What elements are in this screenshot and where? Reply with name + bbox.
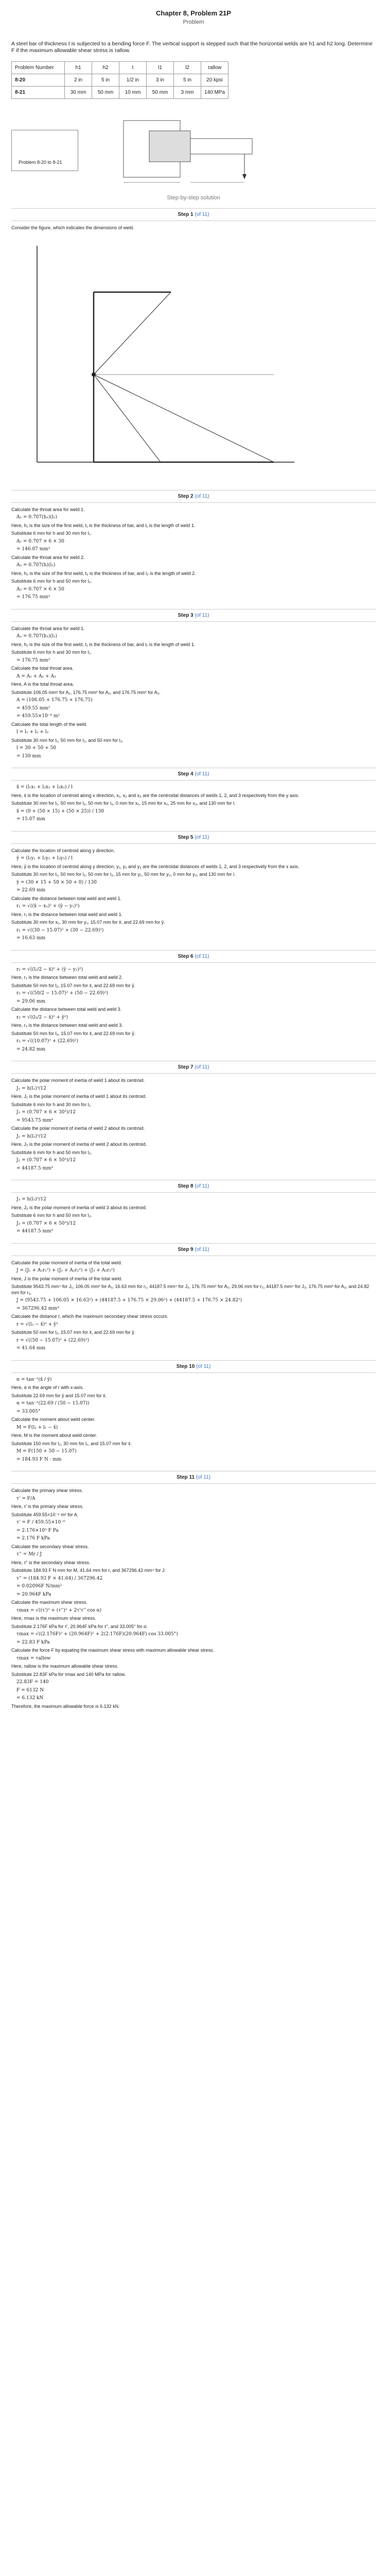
step-text: Substitute 9543.75 mm⁴ for J₁, 106.05 mm² for A₁, 16.63 mm for r₁, 44187.5 mm⁴ for J₂, 176.75 mm² for A₂, 29.06 mm for r₂, 44187.5 mm⁴ for J₃, 176.75 mm² for A₃, and 24.82 mm for r₃. [11, 1284, 370, 1295]
step-equation: = 22.69 mm [16, 888, 46, 893]
step-equation: A = A₁ + A₂ + A₃ [16, 673, 56, 679]
step-text: Substitute 50 mm for l₂, 15.07 mm for x̄, and 22.69 mm for ȳ. [11, 1330, 136, 1335]
step-text: Calculate the polar moment of inertia of weld 1 about its centroid. [11, 1078, 145, 1083]
step-equation: r = √(l₂ − x̄)² + ȳ² [16, 1321, 58, 1327]
step-text: Here, A is the total throat area. [11, 682, 74, 687]
step-equation: J = (J₁ + A₁r₁²) + (J₂ + A₂r₂²) + (J₃ + A₃r₃²) [16, 1268, 115, 1273]
step-content [11, 503, 376, 602]
step-text: Substitute 30 mm for l₁, 50 mm for l₂, 50 mm for l₃, 0 mm for x₁, 15 mm for x₂, 25 mm for x₃, and 130 mm for l. [11, 801, 236, 806]
step-text: Substitute 6 mm for h and 50 mm for l₂. [11, 1149, 92, 1155]
table-header-row [12, 62, 228, 74]
step-equation: = 44187.5 mm⁴ [16, 1229, 54, 1234]
step-text: Substitute 6 mm for h and 30 mm for l₁. [11, 531, 92, 536]
step-equation: M = F(150 + 50 − 15.07) [16, 1449, 77, 1454]
step-text: Here, h₁ is the size of the first weld, t₁ is the thickness of bar, and l₁ is the length of weld 1. [11, 522, 196, 528]
table-cell: 3 in [147, 74, 174, 87]
step-content [11, 221, 376, 483]
step-equation: = 176.75 mm² [16, 657, 50, 663]
table-cell: 8-21 [12, 87, 65, 99]
step-text: Here, h₂ is the size of the first weld, t₂ is the thickness of bar, and l₂ is the length of weld 2. [11, 570, 196, 576]
step-equation: r₂ = √((l₂/2 − x̄)² + (ȳ − y₂)²) [16, 967, 83, 972]
step-text: Here, τallow is the maximum allowable shear stress. [11, 1664, 119, 1669]
table-header: τallow [201, 62, 228, 74]
step-text: Here, r₃ is the distance between total weld and weld 3. [11, 1023, 123, 1028]
step-equation: A₁ = 0.707(h₁)(l₁) [16, 515, 58, 520]
step-text: Calculate the polar moment of inertia of weld 2 about its centroid. [11, 1126, 145, 1131]
table-cell: 20 kpsi [201, 74, 228, 87]
step-equation: ȳ = (30 × 15 + 50 × 50 + 0) / 130 [16, 879, 97, 885]
step-equation: = 22.83 F kPa [16, 1639, 50, 1645]
step-equation: = 15.07 mm [16, 817, 46, 822]
step-equation: = 146.07 mm² [16, 547, 50, 552]
step-text: Substitute 30 mm for x₁, 30 mm for y₁, 15.07 mm for x̄, and 22.69 mm for ȳ. [11, 920, 165, 925]
step-text: Substitute 2.176F kPa for τ', 20.964F kPa for τ'', and 33.005° for α. [11, 1623, 148, 1629]
step-text: Here, r₂ is the distance between total weld and weld 2. [11, 975, 123, 980]
step-count: (of 11) [195, 612, 209, 618]
weld-geometry-diagram [16, 235, 305, 483]
step-text: Calculate the total throat area. [11, 666, 74, 671]
centroid-point [92, 372, 96, 377]
step-header [0, 1361, 387, 1369]
step-text: Consider the figure, which indicates the dimensions of weld. [11, 225, 134, 230]
step-equation: A₂ = 0.707 × 6 × 50 [16, 586, 64, 592]
step-equation: = 24.82 mm [16, 1046, 46, 1052]
step-equation: = 44187.5 mm⁴ [16, 1165, 54, 1171]
step-equation: x̄ = (0 + (50 × 15) + (50 × 25)) / 130 [16, 808, 104, 814]
step-label: Step 2 [178, 493, 195, 499]
step-count: (of 11) [195, 1183, 209, 1189]
step-text: Substitute 184.93 F N·mm for M, 41.64 mm for r, and 367296.42 mm⁴ for J. [11, 1568, 166, 1573]
step-content [11, 844, 376, 943]
step-header [0, 832, 387, 840]
step-text: Substitute 22.83F kPa for τmax and 140 MPa for τallow. [11, 1671, 126, 1677]
step-equation: τmax = τallow [16, 1655, 51, 1661]
step-text: Substitute 30 mm for l₁, 50 mm for l₂, 50 mm for l₃, 15 mm for y₁, 50 mm for y₂, 0 mm for y₃, and 130 mm for l. [11, 872, 236, 877]
step-header [0, 768, 387, 777]
step-text: Substitute 6 mm for h and 30 mm for l₁. [11, 650, 92, 655]
step-equation: A₁ = 0.707(h₁)(l₁) [16, 634, 58, 639]
step-equation: r₁ = √((x̄ − x₁)² + (ȳ − y₁)²) [16, 904, 80, 909]
step-text: Calculate the throat area for weld 1. [11, 506, 85, 512]
step-label: Step 3 [178, 612, 195, 618]
step-equation: J₁ = h(l₁)³/12 [16, 1086, 46, 1091]
step-equation: = 9543.75 mm⁴ [16, 1117, 54, 1123]
step-text: Calculate the secondary shear stress. [11, 1544, 89, 1549]
step-equation: 22.83F = 140 [16, 1680, 49, 1685]
table-cell: 10 mm [119, 87, 147, 99]
step-equation: x̄ = (l₁x₁ + l₂x₂ + l₃x₃) / l [16, 785, 73, 790]
figure-thumbnail [11, 130, 78, 171]
step-text: Here, M is the moment about weld center. [11, 1433, 97, 1438]
step-label: Step 7 [178, 1064, 195, 1070]
step-text: Calculate the total length of the weld. [11, 721, 87, 727]
chapter-title: Chapter 8, Problem 21P [156, 9, 231, 17]
step-equation: F = 6132 N [16, 1687, 44, 1693]
step-content [11, 781, 376, 824]
step-equation: J₂ = h(l₂)³/12 [16, 1133, 46, 1139]
step-text: Here, τ'' is the secondary shear stress. [11, 1560, 91, 1565]
step-header [0, 209, 387, 217]
step-header [0, 1471, 387, 1480]
step-equation: r₁ = √((30 − 15.07)² + (30 − 22.69)²) [16, 927, 104, 933]
table-cell: 30 mm [65, 87, 92, 99]
step-text: Substitute 459.55×10⁻⁶ m² for A. [11, 1512, 79, 1517]
step-text: Therefore, the maximum allowable force is 6.132 kN. [11, 1703, 120, 1709]
step-equation: r₃ = √((10.07)² + (22.69)²) [16, 1039, 78, 1044]
step-text: Here, J₁ is the polar moment of inertia of weld 1 about its centroid. [11, 1094, 147, 1099]
step-content [11, 1256, 376, 1353]
step-equation: τ'' = Mr / J [16, 1552, 42, 1557]
step-text: Calculate the throat area for weld 2. [11, 554, 85, 560]
step-text: Substitute 106.05 mm² for A₁, 176.75 mm² for A₂, and 176.75 mm² for A₃. [11, 689, 161, 695]
step-text: Here, τmax is the maximum shear stress. [11, 1616, 96, 1621]
step-label: Step 8 [178, 1183, 195, 1189]
step-label: Step 10 [176, 1363, 197, 1369]
step-equation: = 2.176×10³ F Pa [16, 1528, 59, 1533]
step-equation: τ'' = (184.93 F × 41.64) / 367296.42 [16, 1575, 103, 1581]
step-equation: = 20.964F kPa [16, 1591, 51, 1597]
step-equation: = 2.176 F kPa [16, 1536, 50, 1541]
step-text: Calculate the primary shear stress. [11, 1488, 83, 1493]
table-cell: 140 MPa [201, 87, 228, 99]
table-header: Problem Number [12, 62, 65, 74]
step-equation: α = tan⁻¹(22.69 / (50 − 15.07)) [16, 1401, 90, 1406]
step-equation: τ' = F / 459.55×10⁻⁶ [16, 1520, 65, 1525]
step-label: Step 9 [178, 1246, 195, 1252]
step-equation: l = l₁ + l₂ + l₃ [16, 730, 49, 735]
table-header: l2 [174, 62, 201, 74]
step-text: Substitute 6 mm for h and 50 mm for l₂. [11, 579, 92, 584]
step-equation: τ' = F/A [16, 1496, 36, 1501]
step-count: (of 11) [195, 834, 209, 840]
step-equation: J₂ = (0.707 × 6 × 50³)/12 [16, 1158, 76, 1163]
step-equation: A₂ = 0.707(h)(l₂) [16, 563, 56, 568]
step-text: Here, α is the angle of r with x-axis. [11, 1385, 84, 1390]
step-text: Calculate the polar moment of inertia of the total weld. [11, 1260, 122, 1265]
step-text: Substitute 50 mm for l₂, 15.07 mm for x̄, and 22.69 mm for ȳ. [11, 982, 136, 988]
step-equation: J₁ = (0.707 × 6 × 30³)/12 [16, 1110, 76, 1115]
step-equation: ȳ = (l₁y₁ + l₂y₂ + l₃y₃) / l [16, 856, 73, 861]
step-header [0, 609, 387, 618]
step-text: Calculate the location of centroid along y direction. [11, 848, 115, 853]
step-equation: r₂ = √((50/2 − 15.07)² + (50 − 22.69)²) [16, 991, 109, 996]
step-equation: = 130 mm [16, 753, 41, 759]
step-text: Calculate the maximum shear stress. [11, 1600, 88, 1605]
table-row [12, 87, 228, 99]
step-count: (of 11) [195, 212, 209, 217]
step-header [0, 951, 387, 959]
table-cell: 3 mm [174, 87, 201, 99]
table-cell: 5 in [92, 74, 119, 87]
figure-caption: Problem 8-20 to 8-21 [19, 160, 62, 165]
steps-title: Step-by-step solution [167, 195, 220, 201]
step-equation: = 176.75 mm² [16, 595, 50, 600]
step-text: Here, J is the polar moment of inertia of the total weld. [11, 1276, 122, 1281]
step-label: Step 11 [177, 1475, 196, 1480]
diagram-line [94, 375, 274, 462]
step-count: (of 11) [195, 1246, 209, 1252]
step-text: Substitute 50 mm for l₃, 15.07 mm for x̄, and 22.69 mm for ȳ. [11, 1030, 136, 1036]
step-equation: = 33.005° [16, 1409, 41, 1414]
step-label: Step 6 [178, 953, 195, 959]
step-text: Here, x̄ is the location of centroid along x direction, x₁, x₂ and x₃ are the centroidal distances of welds 1, 2, and 3 respectively from the y axis. [11, 792, 300, 798]
table-cell: 50 mm [147, 87, 174, 99]
step-equation: = 16.63 mm [16, 936, 46, 941]
table-row [12, 74, 228, 87]
step-equation: = 367296.42 mm⁴ [16, 1306, 59, 1311]
step-text: Here, J₂ is the polar moment of inertia of weld 2 about its centroid. [11, 1142, 147, 1147]
step-text: Calculate the distance between total weld and weld 1. [11, 895, 122, 901]
step-text: Calculate the force F by equating the maximum shear stress with maximum allowable shear stress. [11, 1648, 215, 1653]
step-text: Here, h₁ is the size of the first weld, t₁ is the thickness of bar, and l₁ is the length of weld 1. [11, 641, 196, 647]
page-header [0, 9, 387, 25]
step-equation: = 459.55 mm² [16, 705, 50, 711]
step-content [11, 622, 376, 761]
weld-bracket-figure [113, 110, 268, 188]
step-content [11, 1484, 376, 1710]
step-equation: α = tan⁻¹(x̄ / ȳ) [16, 1377, 52, 1382]
step-header [0, 490, 387, 499]
step-content [11, 963, 376, 1054]
diagram-line [94, 292, 171, 375]
step-text: Substitute 150 mm for l₂, 30 mm for l₁, and 15.07 mm for x̄. [11, 1440, 132, 1446]
step-text: Substitute 30 mm for l₁, 50 mm for l₂, and 50 mm for l₃. [11, 737, 124, 743]
step-equation: r = √((50 − 15.07)² + (22.69)²) [16, 1337, 90, 1343]
step-count: (of 11) [195, 1064, 209, 1070]
table-cell: 8-20 [12, 74, 65, 87]
problem-figure [11, 110, 387, 188]
step-label: Step 1 [178, 212, 195, 217]
step-text: Calculate the moment about weld center. [11, 1417, 96, 1422]
diagram-line [94, 375, 161, 462]
step-equation: J₃ = (0.707 × 6 × 50³)/12 [16, 1221, 76, 1226]
step-count: (of 11) [195, 953, 209, 959]
step-text: Here, r₁ is the distance between total weld and weld 1. [11, 911, 123, 917]
step-equation: = 29.06 mm [16, 998, 46, 1004]
step-text: Substitute 6 mm for h and 30 mm for l₁. [11, 1101, 92, 1107]
table-cell: 50 mm [92, 87, 119, 99]
step-equation: = 41.64 mm [16, 1346, 46, 1351]
step-label: Step 4 [178, 771, 195, 777]
step-text: Calculate the distance between total weld and weld 3. [11, 1007, 122, 1012]
table-header: h2 [92, 62, 119, 74]
step-content [11, 1193, 376, 1236]
step-header [0, 1244, 387, 1252]
step-content [11, 1074, 376, 1173]
table-header: t [119, 62, 147, 74]
step-text: Substitute 6 mm for h and 50 mm for l₃. [11, 1213, 92, 1218]
table-cell: 5 in [174, 74, 201, 87]
table-header: h1 [65, 62, 92, 74]
step-equation: = 6.132 kN [16, 1696, 44, 1701]
step-equation: τmax = √((2.176F)² + (20.964F)² + 2(2.176F)(20.964F) cos 33.005°) [16, 1632, 178, 1637]
step-equation: r₃ = √((l₃/2 − x̄)² + ȳ²) [16, 1014, 68, 1020]
solution-steps [0, 208, 387, 1710]
step-count: (of 11) [195, 493, 209, 499]
step-equation: M = F(l₂ + l₁ − x̄) [16, 1425, 58, 1430]
step-equation: A = (106.05 + 176.75 + 176.75) [16, 698, 93, 703]
step-count: (of 11) [196, 1363, 211, 1369]
step-equation: J₃ = h(l₃)³/12 [16, 1197, 46, 1202]
parameter-table [11, 61, 228, 99]
step-count: (of 11) [196, 1475, 210, 1480]
step-text: Substitute 22.69 mm for ȳ and 15.07 mm for x̄. [11, 1393, 107, 1398]
problem-label: Problem [183, 19, 204, 25]
step-label: Step 5 [178, 834, 195, 840]
step-equation: J = (9543.75 + 106.05 × 16.63²) + (44187.5 + 176.75 × 29.06²) + (44187.5 + 176.75 × 24.82²) [16, 1298, 242, 1303]
step-count: (of 11) [195, 771, 209, 777]
step-equation: l = 30 + 50 + 50 [16, 745, 57, 751]
step-header [0, 1061, 387, 1070]
step-text: Here, τ' is the primary shear stress. [11, 1504, 84, 1509]
problem-statement: A steel bar of thickness t is subjected to a bending force F. The vertical support is stepped such that the horizontal welds are h1 and h2 long. Determine F if the maximum allowable shear stress is τallow. [11, 41, 373, 54]
step-equation: = 459.55×10⁻⁶ m² [16, 714, 60, 719]
step-content [11, 1373, 376, 1464]
step-equation: A₁ = 0.707 × 6 × 30 [16, 538, 64, 544]
step-equation: τmax = √((τ')² + (τ'')² + 2τ'τ'' cos α) [16, 1607, 102, 1613]
step-header [0, 1180, 387, 1189]
step-equation: = 0.02096F N/mm² [16, 1584, 62, 1589]
step-text: Here, ȳ is the location of centroid along y direction, y₁, y₂ and y₃ are the centroidal distances of welds 1, 2, and 3 respectively from the x axis. [11, 863, 300, 869]
step-text: Here, J₃ is the polar moment of inertia of weld 3 about its centroid. [11, 1205, 147, 1210]
step-equation: = 184.93 F N · mm [16, 1456, 62, 1462]
step-text: Calculate the throat area for weld 1. [11, 625, 85, 631]
table-header: l1 [147, 62, 174, 74]
step-text: Calculate the distance r, which the maximum secondary shear stress occurs. [11, 1314, 169, 1319]
table-cell: 1/2 in [119, 74, 147, 87]
table-cell: 2 in [65, 74, 92, 87]
